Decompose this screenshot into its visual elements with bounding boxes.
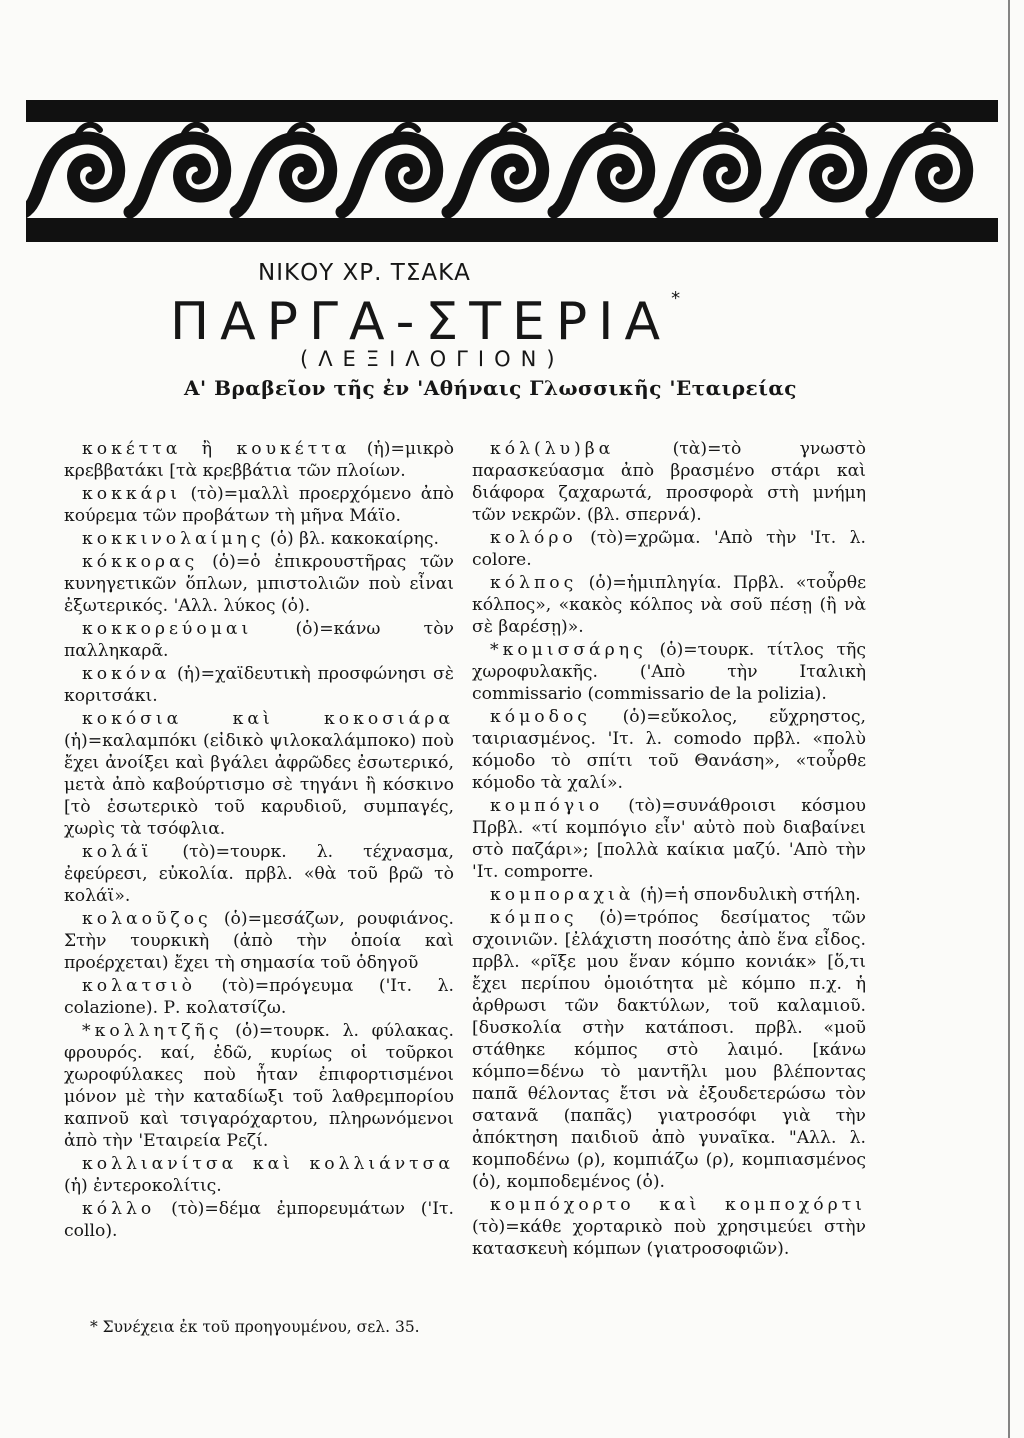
entry-headword: κόκκορας [82,552,199,572]
title-footnote-mark: * [671,288,681,309]
entry-definition: (ὁ)=τρόπος δεσίματος τῶν σχοινιῶν. [ἐλάχιστη ποσότης ἀπὸ ἕνα εἶδος. πρβλ. «ρῖξε μου ἕναν κόμπο κονιάκ» [ὅ,τι ἔχει περίπου ὁμοιότητα μὲ κόμπο π.χ. ἡ ἀρθρωσι τῶν δακτύλων, τοῦ καλαμιοῦ. [δυσκολία στὴν κατάποσι. πρβλ. «μοῦ στάθηκε κόμπος στὸ λαιμό. [κάνω κόμπο=δένω τὸ μαντῆλι μου βλέποντας παπᾶ θέλοντας ἔτσι νὰ ἐξουδετερώσω τὸν σατανᾶ (παπᾶς) γιατροσόφι γιὰ τὴν ἀπόκτηση παιδιοῦ ἀπὸ γυναῖκα. "Αλλ. λ. κομποδένω (ρ), κομπιάζω (ρ), κομπιασμένος (ὁ), κομποδεμένος (ὁ). [472,908,866,1192]
entry-headword: κόλ(λυ)βα [490,439,615,459]
entry-definition: (ἡ)=μικρὸ κρεββατάκι [τὰ κρεββάτια τῶν πλοίων. [64,439,454,481]
dictionary-entry [472,527,866,571]
entry-headword: κομπόγιο [490,796,604,816]
entry-headword: κοκόσια καὶ κοκοσιάρα [82,709,454,729]
left-column [64,438,454,1243]
entry-headword: κομποραχιὰ [490,885,635,905]
dictionary-entry [64,708,454,840]
entry-headword: κομπόχορτο καὶ κομποχόρτι [490,1195,866,1215]
entry-headword: κόμπος [490,908,578,928]
entry-definition: (ἡ)=καλαμπόκι (εἰδικὸ ψιλοκαλάμποκο) ποὺ ἔχει ἀνοίξει καὶ βγάλει ἀφρῶδες ἐσωτερικό, μετὰ ἀπὸ καβούρτισμο σὲ τηγάνι ἢ κόσκινο [τὸ ἐσωτερικὸ τοῦ καρυδιοῦ, συμπαγές, χωρὶς τὰ τσόφλια. [64,731,454,839]
entry-definition: (ὁ)=κάνω τὸν παλληκαρᾶ. [64,619,454,661]
dictionary-entry [472,438,866,526]
dictionary-entry [64,618,454,662]
dictionary-entry [64,438,454,482]
entry-definition: (ὁ)=μεσάζων, ρουφιάνος. Στὴν τουρκικὴ (ἀπὸ τὴν ὁποία καὶ προέρχεται) ἔχει τὴ σημασία τοῦ ὁδηγοῦ [64,909,454,973]
entry-definition: (τὸ)=τουρκ. λ. τέχνασμα, ἐφεύρεσι, εὐκολία. πρβλ. «θὰ τοῦ βρῶ τὸ κολάϊ». [64,842,454,906]
entry-definition: (ὁ)=τουρκ. τίτλος τῆς χωροφυλακῆς. ('Απὸ τὴν Ιταλικὴ commissario (commissario de la polizia). [472,640,866,704]
entry-definition: (τὸ)=χρῶμα. 'Απὸ τὴν 'Ιτ. λ. colore. [472,528,866,570]
dictionary-entry [64,551,454,617]
dictionary-entry [472,907,866,1193]
dictionary-entry [64,483,454,527]
dictionary-entry [64,975,454,1019]
entry-definition: (ὁ)=ἡμιπληγία. Πρβλ. «τοὖρθε κόλπος», «κακὸς κόλπος νὰ σοῦ πέσῃ (ἢ νὰ σὲ βαρέσῃ)». [472,573,866,637]
entry-headword: κοκέττα ἢ κουκέττα [82,439,351,459]
author-name: ΝΙΚΟΥ ΧΡ. ΤΣΑΚΑ [258,260,471,286]
dictionary-entry [64,841,454,907]
dictionary-entry [64,1020,454,1152]
entry-definition: (ὁ)=τουρκ. λ. φύλακας. φρουρός. καί, ἐδῶ, κυρίως οἱ τοῦρκοι χωροφύλακες ποὺ ἦταν ἐπιφορτισμένοι μόνον μὲ τὴν καταδίωξι τοῦ λαθρεμπορίου καπνοῦ καὶ τσιγαρόχαρτου, πληρωνόμενοι ἀπὸ τὴν 'Εταιρεία Ρεζί. [64,1021,454,1151]
dictionary-entry [472,795,866,883]
entry-definition: (ἡ)=ἡ σπονδυλικὴ στήλη. [634,885,861,905]
entry-definition: (ὁ)=εὔκολος, εὔχρηστος, ταιριασμένος. 'Ιτ. λ. comodo πρβλ. «πολὺ κόμοδο τὸ σπίτι τοῦ Θανάση», «τοὖρθε κόμοδο τὰ χαλί». [472,707,866,793]
entry-definition: (ἡ) ἐντερoκολίτις. [64,1176,222,1196]
entry-headword: *κολλητζῆς [82,1021,223,1041]
article-title [170,288,681,352]
award-line: Α' Βραβεῖον τῆς ἐν 'Αθήναις Γλωσσικῆς 'Εταιρείας [184,376,797,400]
right-column [472,438,866,1261]
entry-definition: (τὸ)=κάθε χορταρικὸ ποὺ χρησιμεύει στὴν κατασκευὴ κόμπων (γιατροσοφιῶν). [472,1217,866,1259]
title-text: ΠΑΡΓΑ-ΣΤΕΡΙΑ [170,292,672,352]
entry-definition: (τὸ)=συνάθροισι κόσμου Πρβλ. «τί κομπόγιο εἶν' αὐτὸ ποὺ διαβαίνει στὸ παζάρι»; [πολλὰ καίκια μαζύ. 'Απὸ τὴν 'Ιτ. comporre. [472,796,866,882]
dictionary-entry [64,528,454,550]
entry-headword: κοκκινολαίμης [82,529,265,549]
dictionary-entry [472,1194,866,1260]
entry-headword: κολλιανίτσα καὶ κολλιάντσα [82,1154,454,1174]
dictionary-entry [64,1153,454,1197]
entry-definition: (ἡ)=χαϊδευτικὴ προσφώνησι σὲ κοριτσάκι. [64,664,454,706]
dictionary-entry [64,1198,454,1242]
entry-definition: (τὰ)=τὸ γνωστὸ παρασκεύασμα ἀπὸ βρασμένο στάρι καὶ διάφορα ζαχαρωτά, προσφορὰ στὴ μνήμη τῶν νεκρῶν. (βλ. σπερνά). [472,439,866,525]
entry-definition: (τὸ)=πρόγευμα ('Ιτ. λ. colazione). Ρ. κολατσίζω. [64,976,454,1018]
entry-headword: κοκόνα [82,664,171,684]
entry-headword: κόλπος [490,573,578,593]
page-edge-line [1008,0,1010,1438]
dictionary-entry [64,663,454,707]
meander-wave-banner-ornament [26,100,998,242]
dictionary-entry [64,908,454,974]
dictionary-entry [472,884,866,906]
entry-definition: (ὁ)=ὁ ἐπικρουστῆρας τῶν κυνηγετικῶν ὅπλων, μπιστολιῶν ποὺ εἶναι ἐξωτερικός. 'Αλλ. λύκος (ὁ). [64,552,454,616]
entry-headword: κολατσιὸ [82,976,196,996]
entry-headword: κοκκορεύομαι [82,619,253,639]
footnote: * Συνέχεια ἐκ τοῦ προηγουμένου, σελ. 35. [90,1318,420,1336]
dictionary-entry [472,706,866,794]
entry-definition: (ὁ) βλ. κακοκαίρης. [264,529,439,549]
dictionary-entry [472,639,866,705]
entry-definition: (τὸ)=δέμα ἐμπορευμάτων ('Ιτ. collo). [64,1199,454,1241]
entry-headword: *κομισσάρης [490,640,647,660]
entry-headword: κόμοδος [490,707,591,727]
entry-headword: κόλλο [82,1199,156,1219]
entry-headword: κολάϊ [82,842,153,862]
entry-definition: (τὸ)=μαλλὶ προερχόμενο ἀπὸ κούρεμα τῶν προβάτων τὴ μῆνα Μάϊο. [64,484,454,526]
entry-headword: κολόρο [490,528,577,548]
dictionary-entry [472,572,866,638]
entry-headword: κοκκάρι [82,484,182,504]
article-subtitle: (ΛΕΞΙΛΟΓΙΟΝ) [300,347,565,371]
entry-headword: κολαοῦζος [82,909,212,929]
